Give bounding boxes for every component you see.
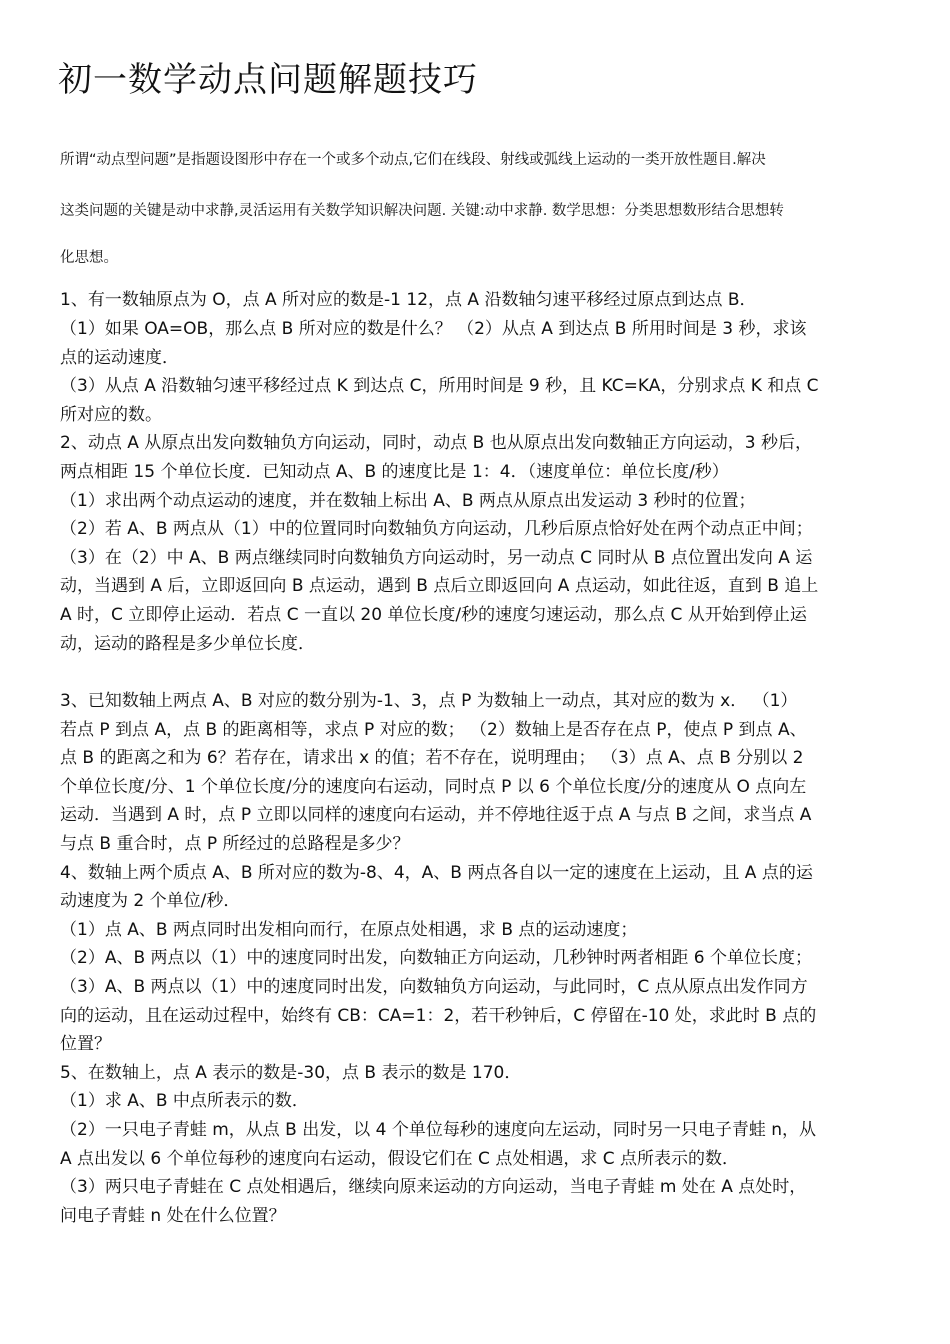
question-line: 两点相距 15 个单位长度．已知动点 A、B 的速度比是 1：4．（速度单位：单位长度/秒） (60, 462, 729, 482)
question-line: 动速度为 2 个单位/秒． (60, 891, 241, 911)
question-line: （3）两只电子青蛙在 C 点处相遇后，继续向原来运动的方向运动，当电子青蛙 m 处在 A 点处时， (60, 1177, 807, 1197)
question-line: 点 B 的距离之和为 6？若存在，请求出 x 的值；若不存在，说明理由； （3）点 A、点 B 分别以 2 (60, 748, 804, 768)
question-line: 若点 P 到点 A，点 B 的距离相等，求点 P 对应的数； （2）数轴上是否存在点 P，使点 P 到点 A、 (60, 720, 807, 740)
question-line: 所对应的数。 (60, 405, 162, 425)
question-line: （3）A、B 两点以（1）中的速度同时出发，向数轴负方向运动，与此同时，C 点从原点出发作同方 (60, 977, 808, 997)
question-line: 向的运动，且在运动过程中，始终有 CB：CA=1：2，若干秒钟后，C 停留在-10 处，求此时 B 点的 (60, 1006, 817, 1026)
question-line: （1）求出两个动点运动的速度，并在数轴上标出 A、B 两点从原点出发运动 3 秒时的位置； (60, 491, 756, 511)
question-line: 1、有一数轴原点为 O，点 A 所对应的数是-1 12，点 A 沿数轴匀速平移经过原点到达点 B． (60, 290, 757, 310)
question-line: 问电子青蛙 n 处在什么位置？ (60, 1206, 286, 1226)
intro-line: 所谓“动点型问题”是指题设图形中存在一个或多个动点,它们在线段、射线或弧线上运动的一类开放性题目.解决 (60, 152, 766, 168)
question-line: 位置？ (60, 1034, 111, 1054)
question-line: 动，当遇到 A 后，立即返回向 B 点运动，遇到 B 点后立即返回向 A 点运动，如此往返，直到 B 追上 (60, 576, 819, 596)
question-line: 4、数轴上两个质点 A、B 所对应的数为-8、4，A、B 两点各自以一定的速度在上运动，且 A 点的运 (60, 863, 813, 883)
question-line: 运动．当遇到 A 时，点 P 立即以同样的速度向右运动，并不停地往返于点 A 与点 B 之间，求当点 A (60, 805, 812, 825)
question-line: 5、在数轴上，点 A 表示的数是-30，点 B 表示的数是 170． (60, 1063, 522, 1083)
intro-line: 这类问题的关键是动中求静,灵活运用有关数学知识解决问题. 关键:动中求静. 数学思想：分类思想数形结合思想转 (60, 203, 784, 219)
question-line: 与点 B 重合时，点 P 所经过的总路程是多少？ (60, 834, 410, 854)
intro-line: 化思想。 (60, 250, 118, 266)
question-line: （1）求 A、B 中点所表示的数． (60, 1091, 309, 1111)
question-line: 3、已知数轴上两点 A、B 对应的数分别为-1、3，点 P 为数轴上一动点，其对应的数为 x． （1） (60, 691, 798, 711)
question-line: 点的运动速度． (60, 348, 179, 368)
question-line: （1）如果 OA=OB，那么点 B 所对应的数是什么？ （2）从点 A 到达点 B 所用时间是 3 秒，求该 (60, 319, 807, 339)
question-line: 2、动点 A 从原点出发向数轴负方向运动，同时，动点 B 也从原点出发向数轴正方向运动，3 秒后， (60, 433, 812, 453)
question-line: （1）点 A、B 两点同时出发相向而行，在原点处相遇，求 B 点的运动速度； (60, 920, 638, 940)
question-line: （2）A、B 两点以（1）中的速度同时出发，向数轴正方向运动，几秒钟时两者相距 6 个单位长度； (60, 948, 812, 968)
question-line: 个单位长度/分、1 个单位长度/分的速度向右运动，同时点 P 以 6 个单位长度/分的速度从 O 点向左 (60, 777, 807, 797)
document-title: 初一数学动点问题解题技巧 (58, 60, 478, 100)
question-line: A 时，C 立即停止运动．若点 C 一直以 20 单位长度/秒的速度匀速运动，那么点 C 从开始到停止运 (60, 605, 807, 625)
question-line: （2）若 A、B 两点从（1）中的位置同时向数轴负方向运动，几秒后原点恰好处在两个动点正中间； (60, 519, 813, 539)
question-line: （3）从点 A 沿数轴匀速平移经过点 K 到达点 C，所用时间是 9 秒，且 KC=KA，分别求点 K 和点 C (60, 376, 819, 396)
question-line: A 点出发以 6 个单位每秒的速度向右运动，假设它们在 C 点处相遇，求 C 点所表示的数． (60, 1149, 740, 1169)
question-line: 动，运动的路程是多少单位长度． (60, 634, 315, 654)
question-line: （2）一只电子青蛙 m，从点 B 出发，以 4 个单位每秒的速度向左运动，同时另一只电子青蛙 n，从 (60, 1120, 817, 1140)
question-line: （3）在（2）中 A、B 两点继续同时向数轴负方向运动时，另一动点 C 同时从 B 点位置出发向 A 运 (60, 548, 813, 568)
